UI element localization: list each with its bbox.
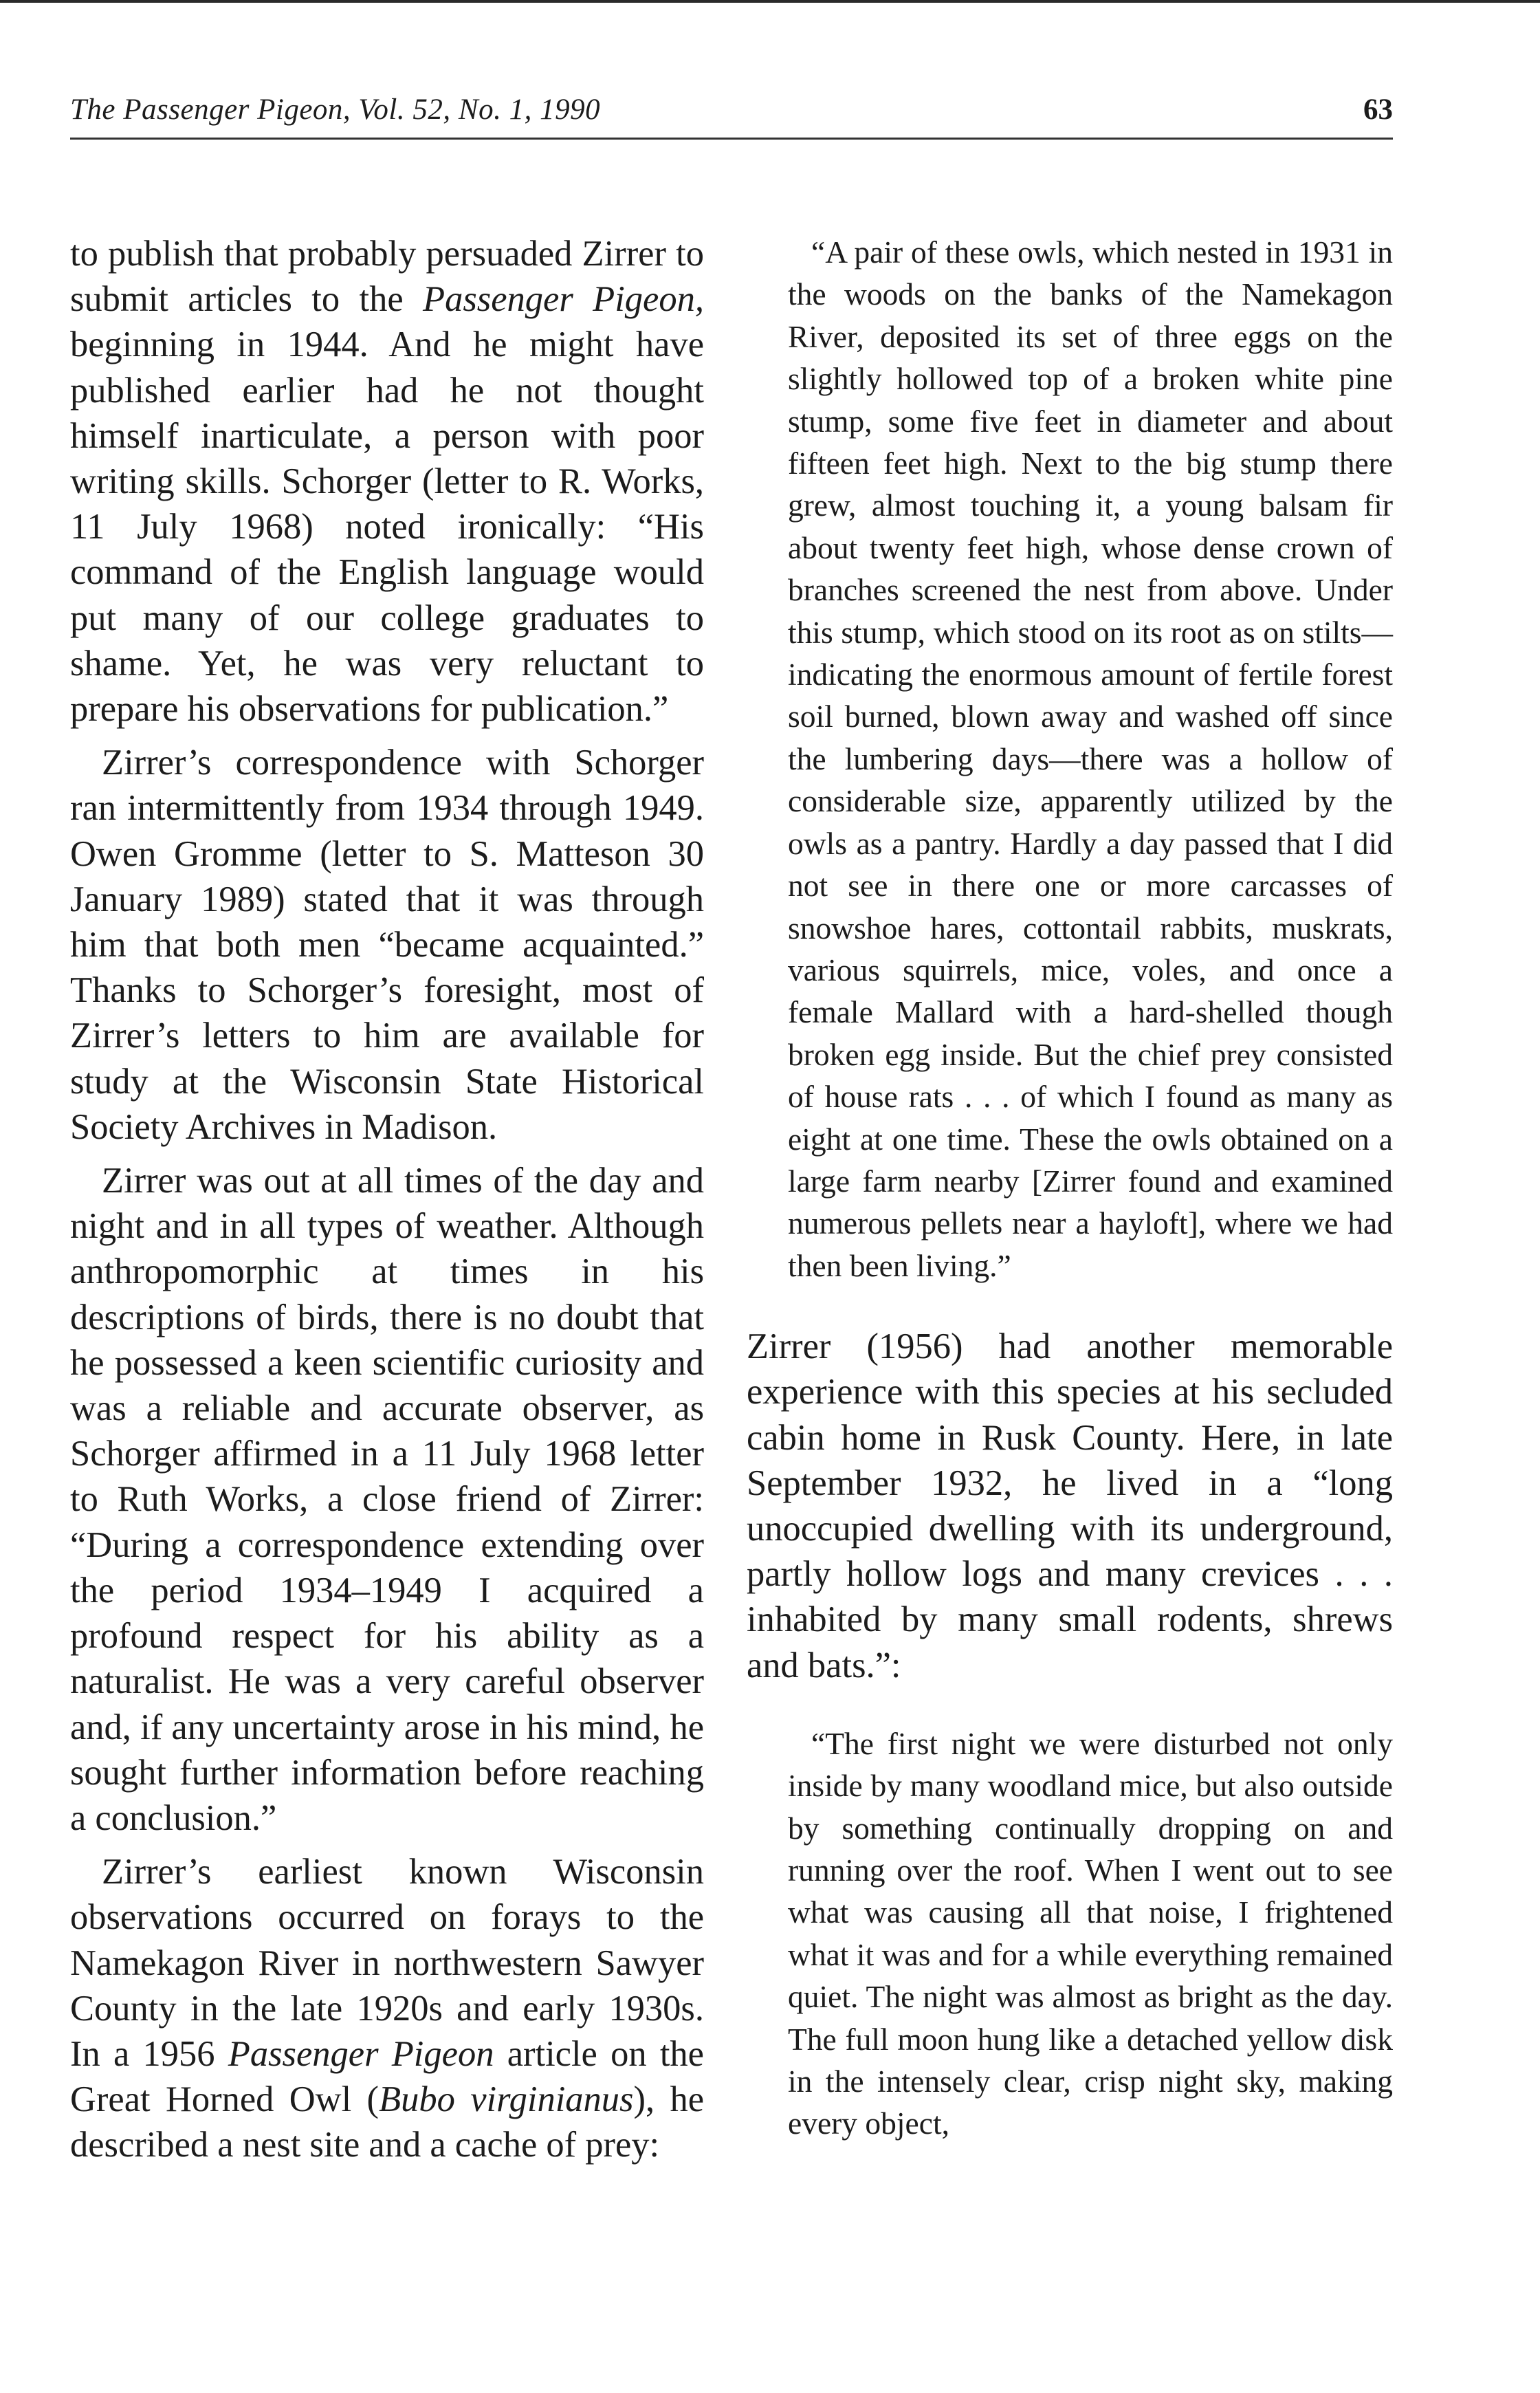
paragraph-rusk-county: Zirrer (1956) had another memorable experience with this species at his secluded cabin home in Rusk County. Here, in late September 1932, he lived in a “long unoccupied dwelling with its underground, partly hollow logs and many crevices . . . inhabited by many small rodents, shrews and bats.”: xyxy=(747,1326,1393,1685)
paragraph-continued xyxy=(70,231,704,732)
paragraph-correspondence: Zirrer’s correspondence with Schorger ran intermittently from 1934 through 1949. Owen Gromme (letter to S. Matteson 30 January 1989) stated that it was through him that both men “became acquainted.” Thanks to Schorger’s foresight, most of Zirrer’s letters to him are available for study at the Wisconsin State Historical Society Archives in Madison. xyxy=(70,743,704,1147)
block-quote-cabin xyxy=(747,1723,1393,2145)
species-name: Bubo virginianus xyxy=(379,2079,634,2120)
running-head: The Passenger Pigeon, Vol. 52, No. 1, 1990 xyxy=(70,94,601,126)
paragraph-earliest-observations xyxy=(70,1849,704,2167)
block-quote-nest xyxy=(747,231,1393,1287)
journal-title: Passenger Pigeon xyxy=(228,2033,494,2074)
right-column xyxy=(747,231,1393,2145)
text-run: to publish that probably persuaded Zirrer to submit articles to the xyxy=(70,234,704,320)
text-run: Zirrer’s earliest known Wisconsin observations occurred on forays to the Namekagon River in northwestern Sawyer County in the late 1920s and early 1930s. In a 1956 xyxy=(70,1852,704,2074)
body-text xyxy=(747,1324,1393,1688)
quote-text: “A pair of these owls, which nested in 1931 in the woods on the banks of the Namekagon River, deposited its set of three eggs on the slightly hollowed top of a broken white pine stump, some five feet in diameter and about fifteen feet high. Next to the big stump there grew, almost touching it, a young balsam fir about twenty feet high, whose dense crown of branches screened the nest from above. Under this stump, which stood on its root as on stilts—indicating the enormous amount of fertile forest soil burned, blown away and washed off since the lumbering days—there was a hollow of considerable size, apparently utilized by the owls as a pantry. Hardly a day passed that I did not see in there one or more carcasses of snowshoe hares, cottontail rabbits, muskrats, various squirrels, mice, voles, and once a female Mallard with a hard-shelled though broken egg inside. But the chief prey consisted of house rats . . . of which I found as many as eight at one time. These the owls obtained on a large farm nearby [Zirrer found and examined numerous pellets near a hayloft], where we had then been living.” xyxy=(788,234,1393,1283)
page-number: 63 xyxy=(1363,94,1393,126)
page-header xyxy=(70,83,1393,140)
journal-title: Passenger Pigeon, xyxy=(423,279,704,320)
text-run: article on the Great Horned Owl ( xyxy=(70,2033,704,2120)
text-run: ), he described a nest site and a cache of prey: xyxy=(70,2079,704,2165)
top-border-rule xyxy=(0,0,1540,3)
paragraph-observer: Zirrer was out at all times of the day and night and in all types of weather. Although anthropomorphic at times in his descriptions of birds, there is no doubt that he possessed a keen scientific curiosity and was a reliable and accurate observer, as Schorger affirmed in a 11 July 1968 letter to Ruth Works, a close friend of Zirrer: “During a correspondence extending over the period 1934–1949 I acquired a profound respect for his ability as a naturalist. He was a very careful observer and, if any uncertainty arose in his mind, he sought further information before reaching a conclusion.” xyxy=(70,1161,704,1838)
left-column xyxy=(70,231,704,2168)
quote-text: “The first night we were disturbed not only inside by many woodland mice, but also outside by something continually dropping on and running over the roof. When I went out to see what was causing all that noise, I frightened what it was and for a while everything remained quiet. The night was almost as bright as the day. The full moon hung like a detached yellow disk in the intensely clear, crisp night sky, making every object, xyxy=(788,1725,1393,2141)
text-run: beginning in 1944. And he might have published earlier had he not thought himself inarticulate, a person with poor writing skills. Schorger (letter to R. Works, 11 July 1968) noted ironically: “His command of the English language would put many of our college graduates to shame. Yet, he was very reluctant to prepare his observations for publication.” xyxy=(70,325,704,730)
